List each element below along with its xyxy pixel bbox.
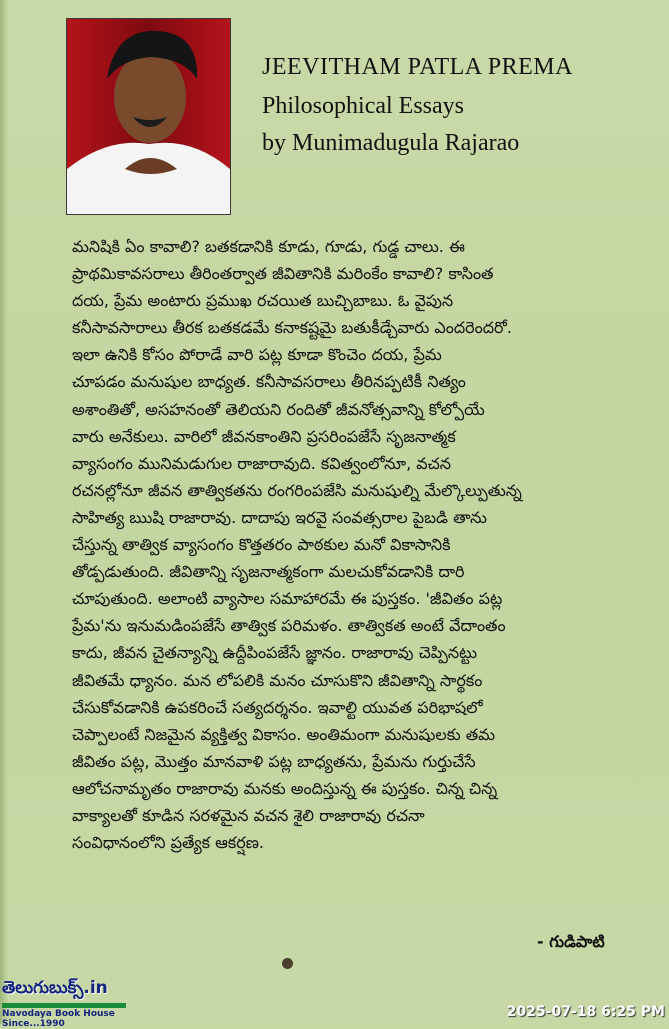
blurb-line: అశాంతితో, అసహనంతో తెలియని రందితో జీవనోత్సవాన్ని కోల్పోయే — [72, 399, 485, 419]
blurb-text — [72, 233, 628, 856]
watermark-logo[interactable] — [2, 978, 130, 1029]
blurb-line: వాక్యాలతో కూడిన సరళమైన వచన శైలి రాజారావు రచనా — [72, 805, 425, 825]
blurb-line: జీవితం పట్ల, మొత్తం మానవాళి పట్ల బాధ్యతను, ప్రేమను గుర్తుచేసే — [72, 751, 476, 771]
blurb-line: మనిషికి ఏం కావాలి? బతకడానికి కూడు, గూడు, గుడ్డ చాలు. ఈ — [72, 237, 465, 256]
logo-strip — [2, 1003, 126, 1008]
blurb-line: ఆలోచనామృతం రాజారావు మనకు అందిస్తున్న ఈ పుస్తకం. చిన్న చిన్న — [72, 778, 498, 798]
blurb-line: చూపుతుంది. అలాంటి వ్యాసాల సమాహారమే ఈ పుస్తకం. 'జీవితం పట్ల — [72, 589, 503, 609]
blurb-line: వారు అనేకులు. వారిలో జీవనకాంతిని ప్రసరింపజేసే సృజనాత్మక — [72, 426, 456, 446]
blurb-line: దయ, ప్రేమ అంటారు ప్రముఖ రచయిత బుచ్చిబాబు. ఓ వైపున — [72, 291, 454, 311]
logo-text: తెలుగుబుక్స్.in — [2, 978, 108, 998]
author-line: by Munimadugula Rajarao — [262, 130, 520, 156]
blurb-line: సంవిధానంలోని ప్రత్యేక ఆకర్షణ. — [72, 833, 265, 853]
author-photo — [66, 18, 231, 215]
blurb-line: సాహిత్య ఋషి రాజారావు. దాదాపు ఇరవై సంవత్సరాల పైబడి తాను — [72, 507, 487, 527]
blurb-line: రచనల్లోనూ జీవన తాత్వికతను రంగరింపజేసి మనుషుల్ని మేల్కొల్పుతున్న — [72, 480, 522, 500]
blurb-line: కనీసావసారాలు తీరక బతకడమే కనాకష్టమై బతుకీడ్చేవారు ఎందరెందరో. — [72, 318, 512, 338]
blurb-line: చేస్తున్న తాత్విక వ్యాసంగం కొత్తతరం పాఠకుల మనో వికాసానికి — [72, 535, 451, 555]
blurb-line: చూపడం మనుషుల బాధ్యత. కనీసావసరాలు తీరినప్పటికీ నిత్యం — [72, 372, 466, 392]
blurb-line: జీవితమే ధ్యానం. మన లోపలికి మనం చూసుకొని జీవితాన్ని సార్థకం — [72, 670, 483, 690]
blurb-line: వ్యాసంగం మునిమడుగుల రాజారావుది. కవిత్వంలోనూ, వచన — [72, 453, 452, 473]
blurb-line: చేసుకోవడానికి ఉపకరించే సత్యదర్శనం. ఇవాల్టి యువత పరిభాషలో — [72, 697, 483, 717]
blurb-line: ప్రేమ'ను ఇనుమడింపజేసే తాత్విక పరిమళం. తాత్వికత అంటే వేదాంతం — [72, 616, 506, 636]
logo-since: Since...1990 — [2, 1019, 65, 1029]
blurb-line: ఇలా ఉనికి కోసం పోరాడే వారి పట్ల కూడా కొంచెం దయ, ప్రేమ — [72, 345, 442, 365]
logo-store-name: Navodaya Book House — [2, 1009, 115, 1019]
book-subtitle: Philosophical Essays — [262, 93, 464, 119]
book-title: JEEVITHAM PATLA PREMA — [262, 54, 573, 80]
blurb-signature: - గుడిపాటి — [537, 932, 605, 951]
cover-edge — [0, 0, 8, 1024]
cover-title-block — [262, 54, 652, 167]
stain-spot — [282, 958, 293, 969]
blurb-line: చెప్పాలంటే నిజమైన వ్యక్తిత్వ వికాసం. అంతిమంగా మనుషులకు తమ — [72, 724, 496, 744]
blurb-line: కాదు, జీవన చైతన్యాన్ని ఉద్దీపింపజేసే జ్ఞానం. రాజారావు చెప్పినట్టు — [72, 643, 478, 663]
photo-timestamp: 2025-07-18 6:25 PM — [506, 1004, 665, 1020]
blurb-line: ప్రాథమికావసరాలు తీరింతర్వాత జీవితానికి మరింకేం కావాలి? కాసింత — [72, 264, 494, 284]
logo-subtitle — [2, 1009, 130, 1029]
blurb-line: తోడ్పడుతుంది. జీవితాన్ని సృజనాత్మకంగా మలచుకోవడానికి దారి — [72, 562, 465, 582]
